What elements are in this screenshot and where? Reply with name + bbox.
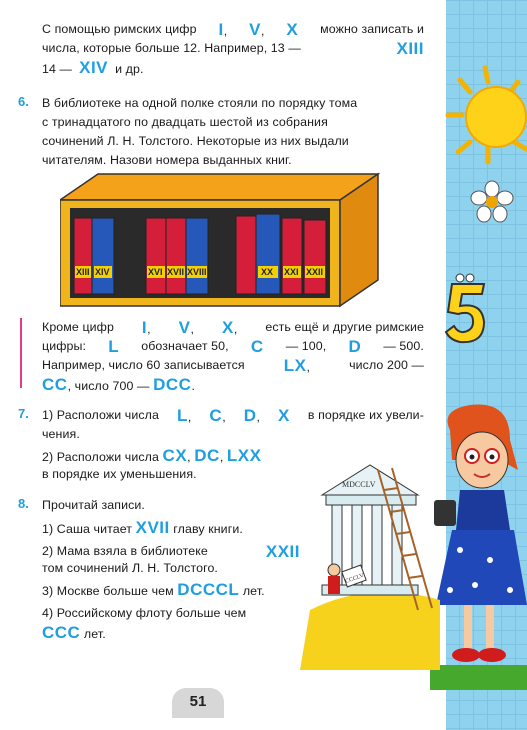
rules-line-3: Например, число 60 записывается LX, число 200 — [42, 356, 424, 375]
rules-line-1: Кроме цифр I, V, X, есть ещё и другие римские [42, 318, 424, 337]
page-number: 51 [189, 693, 207, 710]
roman-numeral: LX [283, 356, 307, 375]
task7-line-2: чения. [42, 427, 80, 441]
rules-line-2: цифры: L обозначает 50, C — 100, D — 500. [42, 337, 424, 356]
roman-numeral: X [222, 318, 234, 337]
roman-numeral: LXX [226, 446, 262, 465]
bookshelf-illustration [60, 170, 380, 310]
roman-numeral: C [250, 337, 264, 356]
svg-text:XVI: XVI [148, 267, 163, 277]
roman-numeral: X [278, 406, 290, 425]
task8-item-3: 3) Москве больше чем DCCCL лет. [42, 580, 265, 599]
roman-numeral: V [249, 20, 261, 39]
intro-line-1: С помощью римских цифр I, V, X можно записать и [42, 20, 424, 39]
svg-text:XVII: XVII [167, 267, 185, 277]
svg-text:XXII: XXII [306, 267, 324, 277]
roman-numeral: XIII [396, 39, 424, 58]
margin-marker [20, 318, 22, 388]
roman-numeral: C [209, 406, 223, 425]
girl-illustration [430, 400, 527, 690]
svg-text:XXI: XXI [284, 267, 299, 277]
task-number: 6. [18, 94, 29, 109]
roman-numeral: CX [162, 446, 188, 465]
roman-numeral: DCCCL [177, 580, 240, 599]
intro-line-2: числа, которые больше 12. Например, 13 — XIII [42, 39, 424, 58]
roman-numeral: CC [42, 375, 68, 394]
task8-item-2: 2) Мама взяла в библиотеке XXII [42, 542, 300, 561]
roman-numeral: XVII [135, 518, 170, 537]
roman-numeral: I [218, 20, 224, 39]
flower-icon [470, 180, 514, 224]
svg-text:XIV: XIV [95, 267, 110, 277]
number-five-character [438, 270, 498, 350]
roman-numeral: CCC [42, 623, 81, 642]
sun-illustration [440, 60, 527, 180]
task-number: 7. [18, 406, 29, 421]
roman-numeral: DCC [153, 375, 192, 394]
task7-line-3: 2) Расположи числа CX, DC, LXX [42, 446, 262, 465]
frieze-text: MDCCLV [342, 480, 376, 489]
task6-text: В библиотеке на одной полке стояли по порядку тома с тринадцатого по двадцать шестой из собрания сочинений Л. Н. Толстого. Некоторые из них выдали читателям. Назови номера выданных книг. [42, 96, 358, 167]
scroll-text: CCCLV [344, 572, 365, 586]
roman-numeral: X [286, 20, 299, 39]
task-number: 8. [18, 496, 29, 511]
intro-line-3: 14 — XIV и др. [42, 58, 144, 77]
svg-text:XIII: XIII [76, 267, 90, 277]
roman-numeral: I [141, 318, 148, 337]
roman-numeral: L [108, 337, 120, 356]
roman-numeral: DC [194, 446, 220, 465]
task8-item-4: 4) Российскому флоту больше чем CCC лет. [42, 606, 247, 642]
roman-numeral: L [176, 406, 188, 425]
task8-item-1: 1) Саша читает XVII главу книги. [42, 518, 243, 537]
task8-title: Прочитай записи. [42, 498, 145, 512]
temple-illustration [300, 440, 440, 670]
roman-numeral: D [348, 337, 362, 356]
task7-line-1: 1) Расположи числа L, C, D, X в порядке их увели- [42, 406, 424, 425]
task7-line-4: в порядке их уменьшения. [42, 467, 197, 481]
svg-text:XVIII: XVIII [187, 267, 207, 277]
rules-line-4: CC, число 700 — DCC. [42, 375, 195, 394]
roman-numeral: V [178, 318, 191, 337]
task8-item-2-cont: том сочинений Л. Н. Толстого. [42, 561, 218, 575]
roman-numeral: D [243, 406, 257, 425]
svg-text:XX: XX [261, 267, 274, 277]
roman-numeral: XIV [79, 58, 109, 77]
roman-numeral: XXII [265, 542, 300, 561]
